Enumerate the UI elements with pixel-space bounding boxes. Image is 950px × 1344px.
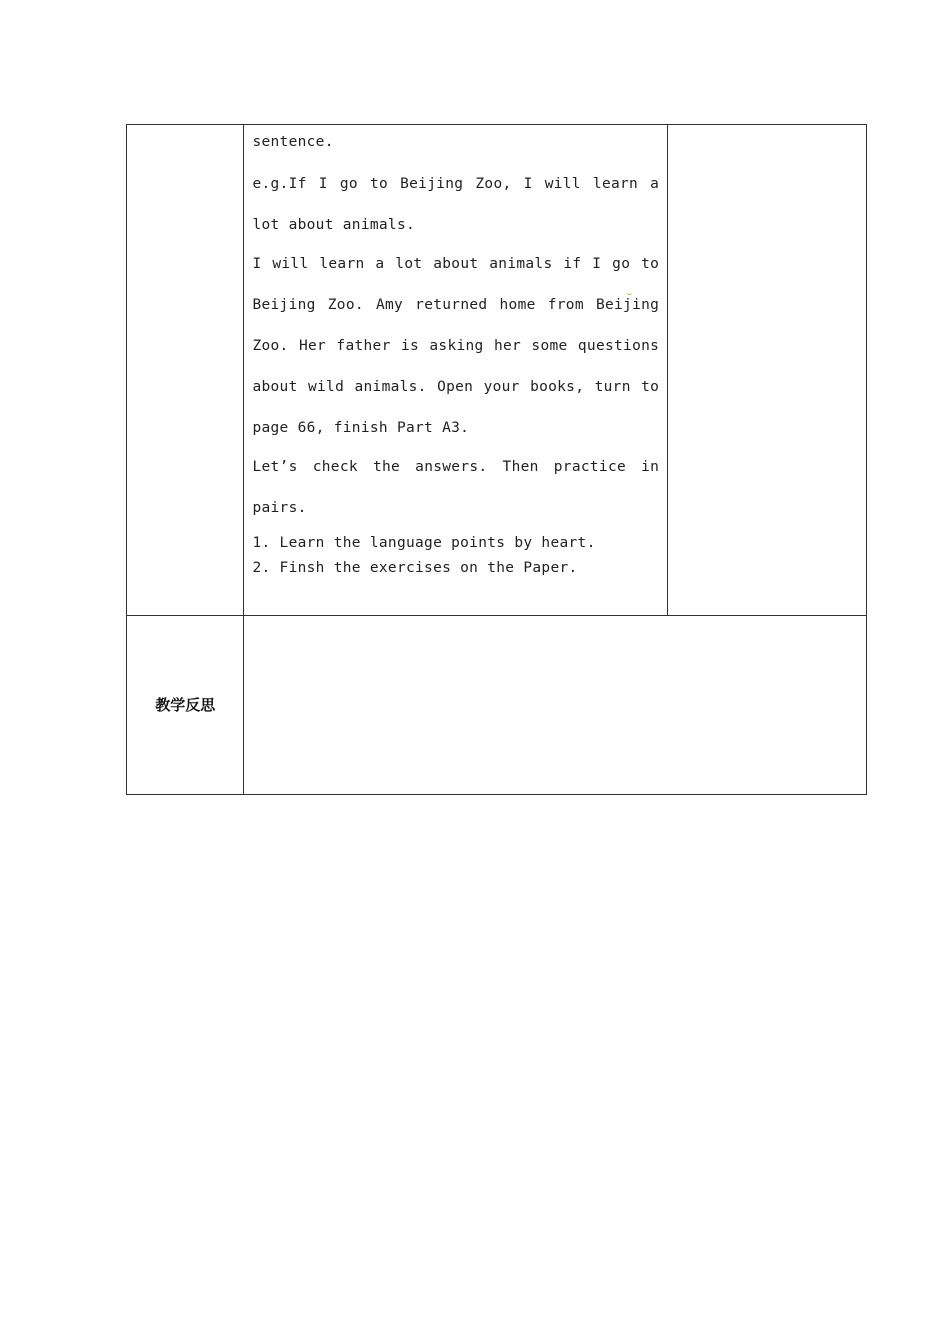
- procedure-row: [127, 125, 867, 616]
- reflection-content-cell: [244, 615, 867, 794]
- check-answers-line: Let’s check the answers. Then practice in pairs.: [252, 459, 660, 516]
- procedure-content-cell: [244, 125, 668, 616]
- notes-cell: [668, 125, 867, 616]
- procedure-content: [244, 125, 667, 581]
- reflection-label-cell: [127, 615, 244, 794]
- example-paragraph: I will learn a lot about animals if I go to Beijing Zoo. Amy returned home from Beijing Zoo. Her father is asking her some questions about wild animals. Open your books, turn to page 66, finish Part A3.: [252, 256, 660, 436]
- reflection-row: [127, 615, 867, 794]
- homework-item-2: 2. Finsh the exercises on the Paper.: [252, 560, 578, 576]
- reflection-label: 教学反思: [155, 696, 216, 715]
- lesson-plan-table: [126, 124, 867, 795]
- procedure-label-cell: [127, 125, 244, 616]
- example-sentence: e.g.If I go to Beijing Zoo, I will learn a lot about animals.: [252, 176, 660, 233]
- homework-item-1: 1. Learn the language points by heart.: [252, 535, 596, 551]
- sentence-end-line: sentence.: [252, 134, 334, 150]
